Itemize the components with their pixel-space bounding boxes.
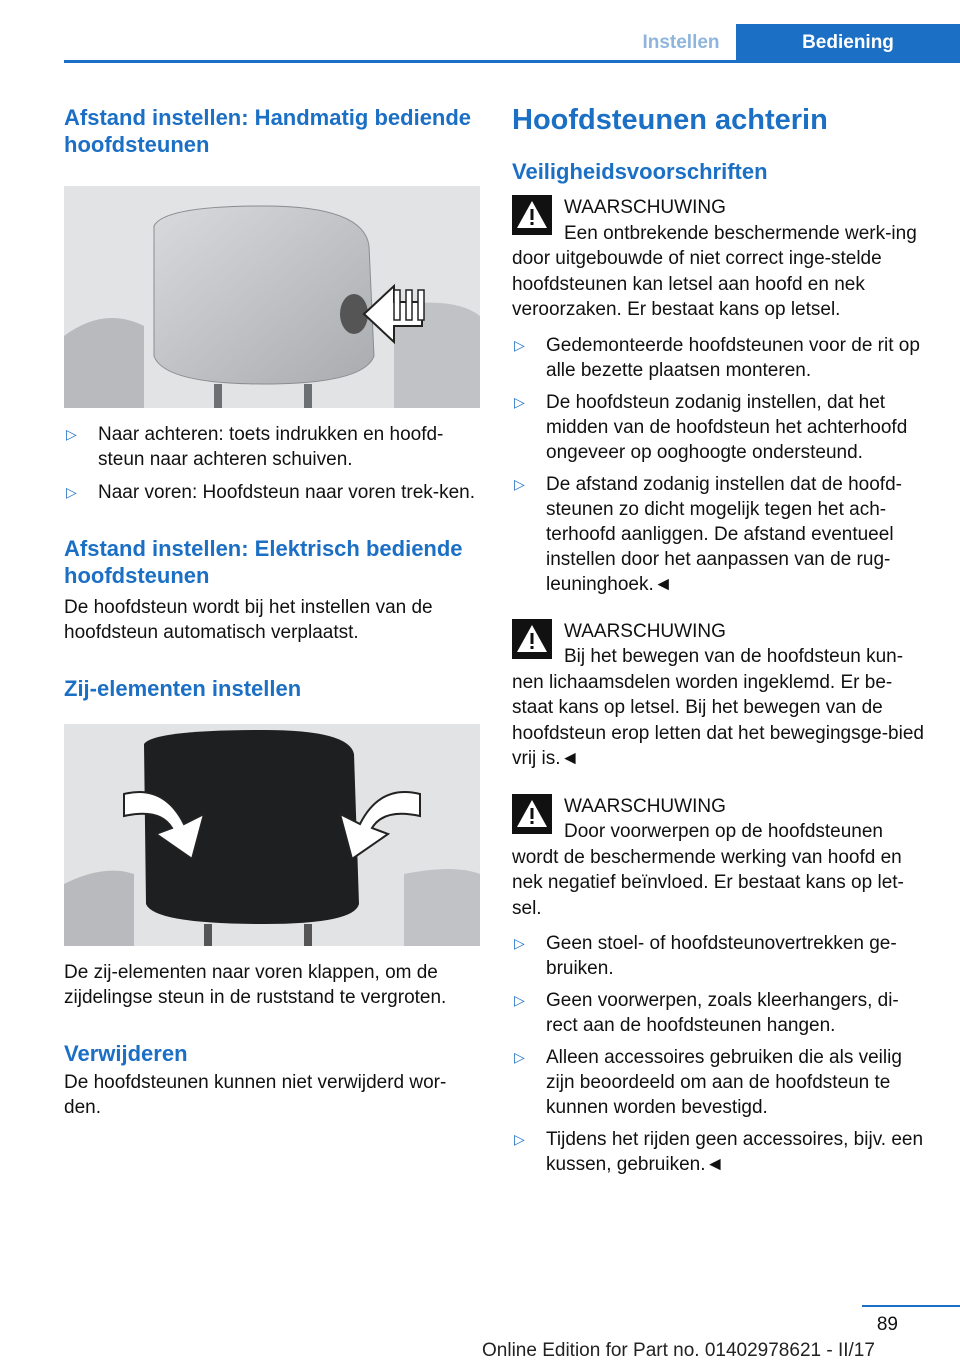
safety-steps [512,333,928,597]
side-elements-text: De zij-elementen naar voren klappen, om de zijdelingse steun in de ruststand te vergroten. [64,962,447,1008]
warning-triangle-icon [512,195,552,235]
warning-triangle-icon [512,619,552,659]
warning-block [512,794,928,922]
triangle-right-icon: ▷ [514,992,525,1008]
triangle-right-icon: ▷ [514,393,525,410]
triangle-right-icon: ▷ [514,935,525,951]
warning-block [512,619,928,772]
tab-instellen[interactable]: Instellen [642,32,720,53]
list-item-text: De hoofdsteun zodanig instellen, dat het midden van de hoofdsteun het achterhoofd ongeveer op ooghoogte ondersteund. [546,391,908,463]
list-item-text: Gedemonteerde hoofdsteunen voor de rit op alle bezette plaatsen monteren. [546,334,920,381]
tab-bediening[interactable]: Bediening [736,24,960,62]
page-title: Hoofdsteunen achterin [512,104,828,136]
warning-label: WAARSCHUWING [564,795,726,817]
warning-triangle-icon [512,794,552,834]
triangle-right-icon: ▷ [66,484,77,500]
list-item-text: Naar achteren: toets indrukken en hoofd-steun naar achteren schuiven. [98,424,444,470]
triangle-right-icon: ▷ [514,475,525,492]
list-item [64,480,480,505]
list-item [512,1127,928,1177]
list-item [512,931,928,981]
list-item [64,422,480,472]
left-column [64,100,480,1120]
list-item [512,472,928,597]
section-title-safety: Veiligheidsvoorschriften [512,159,768,184]
figure-manual-headrest [64,186,480,408]
edition-note: Online Edition for Part no. 01402978621 - II/17 [482,1340,875,1361]
warning-text: Bij het bewegen van de hoofdsteun kun-nen lichaamsdelen worden ingeklemd. Er be-staat kans op letsel. Bij het bewegen van de hoofdsteun erop letten dat het bewegingsge-bied vrij is.◄ [512,646,924,769]
section-title-side-elements: Zij-elementen instellen [64,676,302,701]
warning-text: Door voorwerpen op de hoofdsteunen wordt de beschermende werking van hoofd en nek negatief beïnvloed. Er bestaat kans op let-sel. [512,821,904,919]
list-item-text: Naar voren: Hoofdsteun naar voren trek-ken. [98,482,476,503]
right-column [512,100,928,1177]
triangle-right-icon: ▷ [66,426,77,442]
list-item-text: Geen voorwerpen, zoals kleerhangers, di-rect aan de hoofdsteunen hangen. [546,990,899,1036]
triangle-right-icon: ▷ [514,1131,525,1147]
triangle-right-icon: ▷ [514,336,525,353]
footer-rule [862,1305,960,1307]
manual-distance-steps [64,422,480,505]
header-rule [64,60,960,63]
list-item-text: Alleen accessoires gebruiken die als veilig zijn beoordeeld om aan de hoofdsteun te kunnen worden bevestigd. [546,1047,902,1118]
list-item-text: Tijdens het rijden geen accessoires, bijv. een kussen, gebruiken.◄ [546,1129,924,1175]
remove-text: De hoofdsteunen kunnen niet verwijderd wor-den. [64,1072,447,1118]
list-item [512,333,928,383]
list-item [512,390,928,465]
list-item [512,1045,928,1120]
list-item-text: De afstand zodanig instellen dat de hoofd-steunen zo dicht mogelijk tegen het ach-terhoofd aanliggen. De afstand eventueel instellen door het aanpassen van de rug-leuninghoek.◄ [546,473,902,595]
electric-distance-text: De hoofdsteun wordt bij het instellen van de hoofdsteun automatisch verplaatst. [64,597,433,643]
list-item-text: Geen stoel- of hoofdsteunovertrekken ge-bruiken. [546,933,897,979]
warning-block [512,195,928,323]
warning-text: Een ontbrekende beschermende werk-ing door uitgebouwde of niet correct inge-stelde hoofdsteunen kan letsel aan hoofd en nek veroorzaken. Er bestaat kans op letsel. [512,222,917,320]
section-title-remove: Verwijderen [64,1041,188,1066]
accessory-rules [512,931,928,1177]
warning-label: WAARSCHUWING [564,197,726,218]
warning-label: WAARSCHUWING [564,620,726,642]
triangle-right-icon: ▷ [514,1049,525,1065]
figure-side-elements [64,724,480,946]
section-title-manual-distance: Afstand instellen: Handmatig bediende hoofdsteunen [64,105,472,157]
section-title-electric-distance: Afstand instellen: Elektrisch bediende hoofdsteunen [64,536,463,588]
page-number: 89 [876,1314,898,1335]
list-item [512,988,928,1038]
